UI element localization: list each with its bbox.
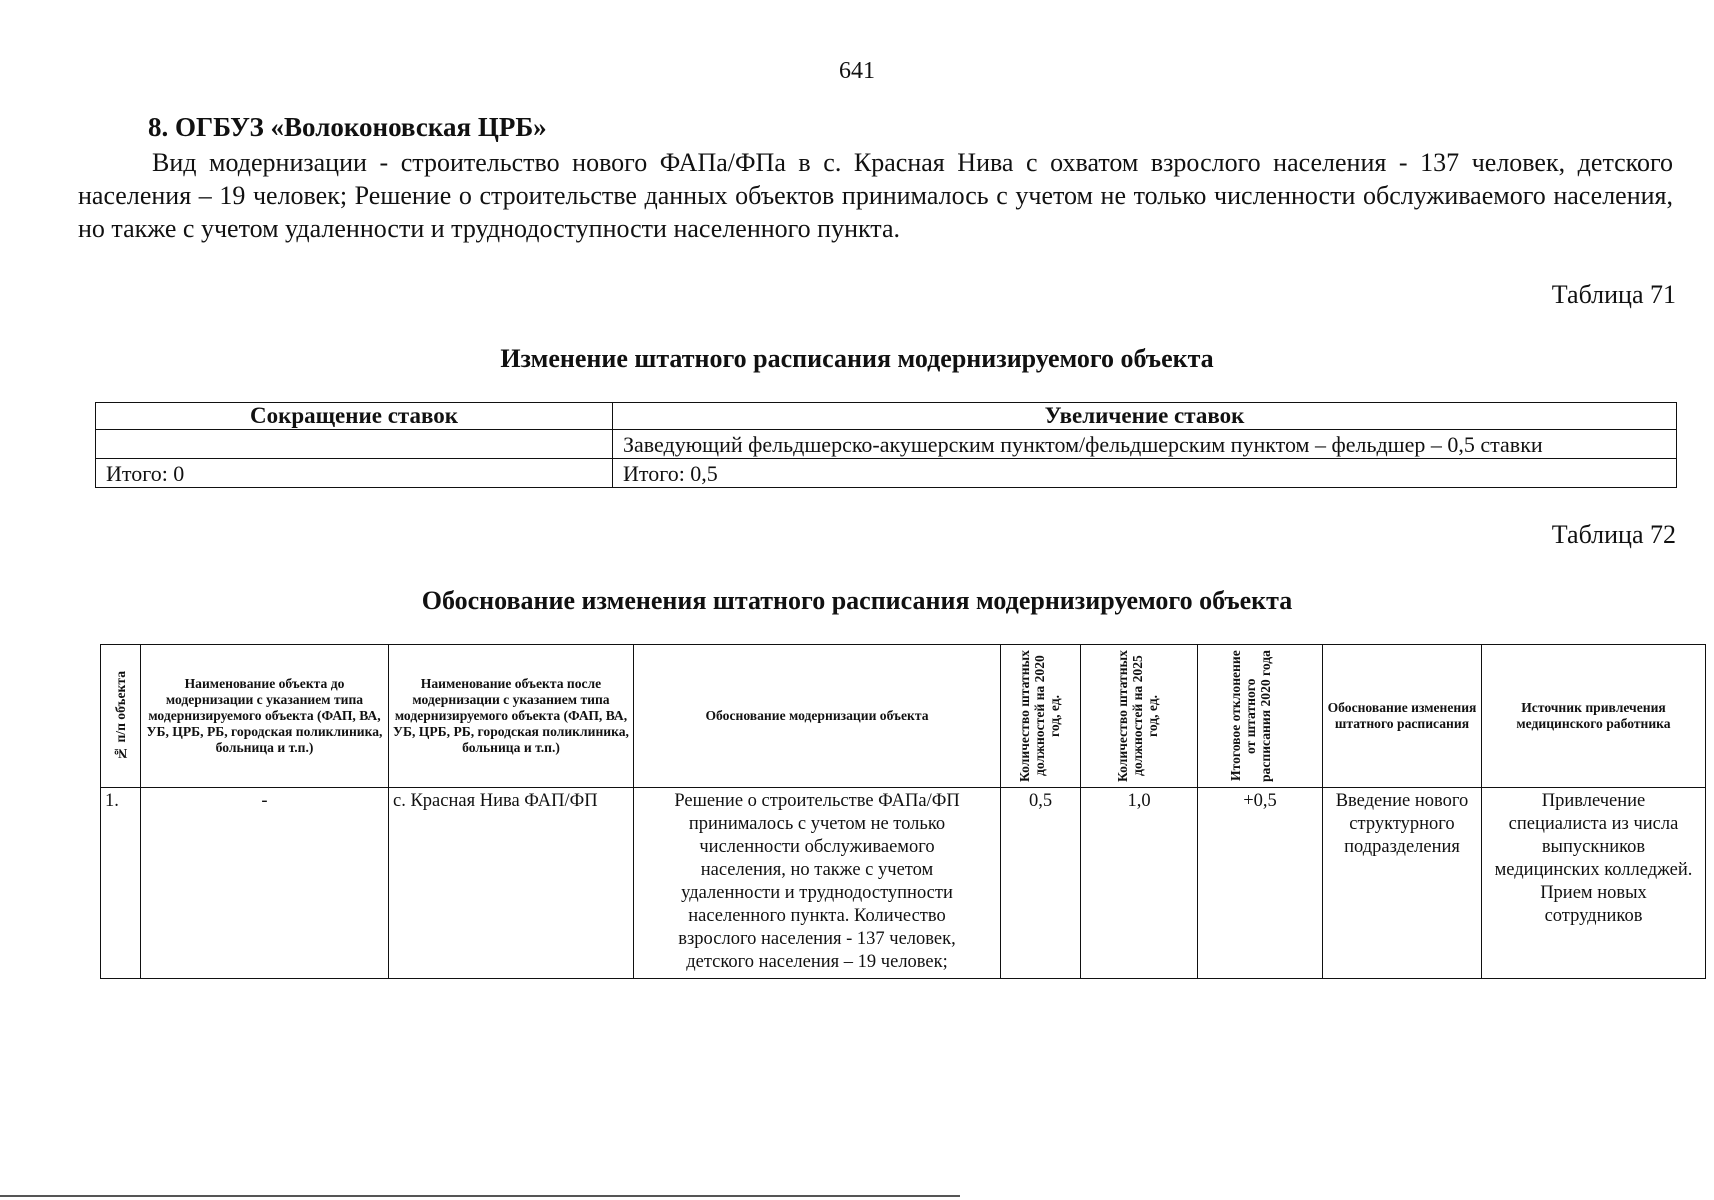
header-deviation: Итоговое отклонение от штатного расписания 2020 года (1198, 645, 1323, 788)
header-number: № п/п объекта (101, 645, 141, 788)
header-count-2020: Количество штатных должностей на 2020 год, ед. (1001, 645, 1081, 788)
header-modernization-justification: Обоснование модернизации объекта (634, 645, 1001, 788)
header-change-reason: Обоснование изменения штатного расписания (1323, 645, 1482, 788)
staffing-justification-table (100, 644, 1706, 979)
cell-change-reason: Введение нового структурного подразделения (1323, 788, 1482, 979)
table-header-row (96, 403, 1677, 430)
table-71-label: Таблица 71 (1551, 280, 1676, 309)
cell-source: Привлечение специалиста из числа выпускников медицинских колледжей. Прием новых сотрудников (1482, 788, 1706, 979)
table-row (96, 430, 1677, 459)
cell-object-after: с. Красная Нива ФАП/ФП (389, 788, 634, 979)
increase-total: Итого: 0,5 (613, 459, 1677, 488)
section-heading: 8. ОГБУЗ «Волоконовская ЦРБ» (148, 112, 547, 142)
header-reduction: Сокращение ставок (96, 403, 613, 430)
page-number: 641 (839, 58, 875, 84)
footer-divider (0, 1195, 960, 1197)
table-row (101, 788, 1706, 979)
table-header-row (101, 645, 1706, 788)
intro-paragraph: Вид модернизации - строительство нового ФАПа/ФПа в с. Красная Нива с охватом взрослого населения - 137 человек, детского населения – 19 человек; Решение о строительстве данных объектов принималось с учетом не только численности обслуживаемого населения, но также с учетом удаленности и труднодоступности населенного пункта. (78, 148, 1673, 243)
header-object-before: Наименование объекта до модернизации с указанием типа модернизируемого объекта (ФАП, ВА, УБ, ЦРБ, РБ, городская поликлиника, больница и т.п.) (141, 645, 389, 788)
table-72-label: Таблица 72 (1551, 520, 1676, 549)
staffing-change-table (95, 402, 1677, 488)
cell-count-2020: 0,5 (1001, 788, 1081, 979)
header-source: Источник привлечения медицинского работника (1482, 645, 1706, 788)
cell-object-before: - (141, 788, 389, 979)
table-total-row (96, 459, 1677, 488)
header-count-2025: Количество штатных должностей на 2025 год, ед. (1081, 645, 1198, 788)
cell-number: 1. (101, 788, 141, 979)
reduction-total: Итого: 0 (96, 459, 613, 488)
table-72-title: Обоснование изменения штатного расписания модернизируемого объекта (421, 586, 1293, 615)
header-object-after: Наименование объекта после модернизации с указанием типа модернизируемого объекта (ФАП, ВА, УБ, ЦРБ, РБ, городская поликлиника, больница и т.п.) (389, 645, 634, 788)
cell-deviation: +0,5 (1198, 788, 1323, 979)
reduction-cell (96, 430, 613, 459)
cell-modernization-justification: Решение о строительстве ФАПа/ФП принималось с учетом не только численности обслуживаемого населения, но также с учетом удаленности и труднодоступности населенного пункта. Количество взрослого населения - 137 человек, детского населения – 19 человек; (634, 788, 1001, 979)
cell-count-2025: 1,0 (1081, 788, 1198, 979)
table-71-title: Изменение штатного расписания модернизируемого объекта (500, 344, 1214, 373)
header-increase: Увеличение ставок (613, 403, 1677, 430)
increase-cell: Заведующий фельдшерско-акушерским пунктом/фельдшерским пунктом – фельдшер – 0,5 ставки (613, 430, 1677, 459)
